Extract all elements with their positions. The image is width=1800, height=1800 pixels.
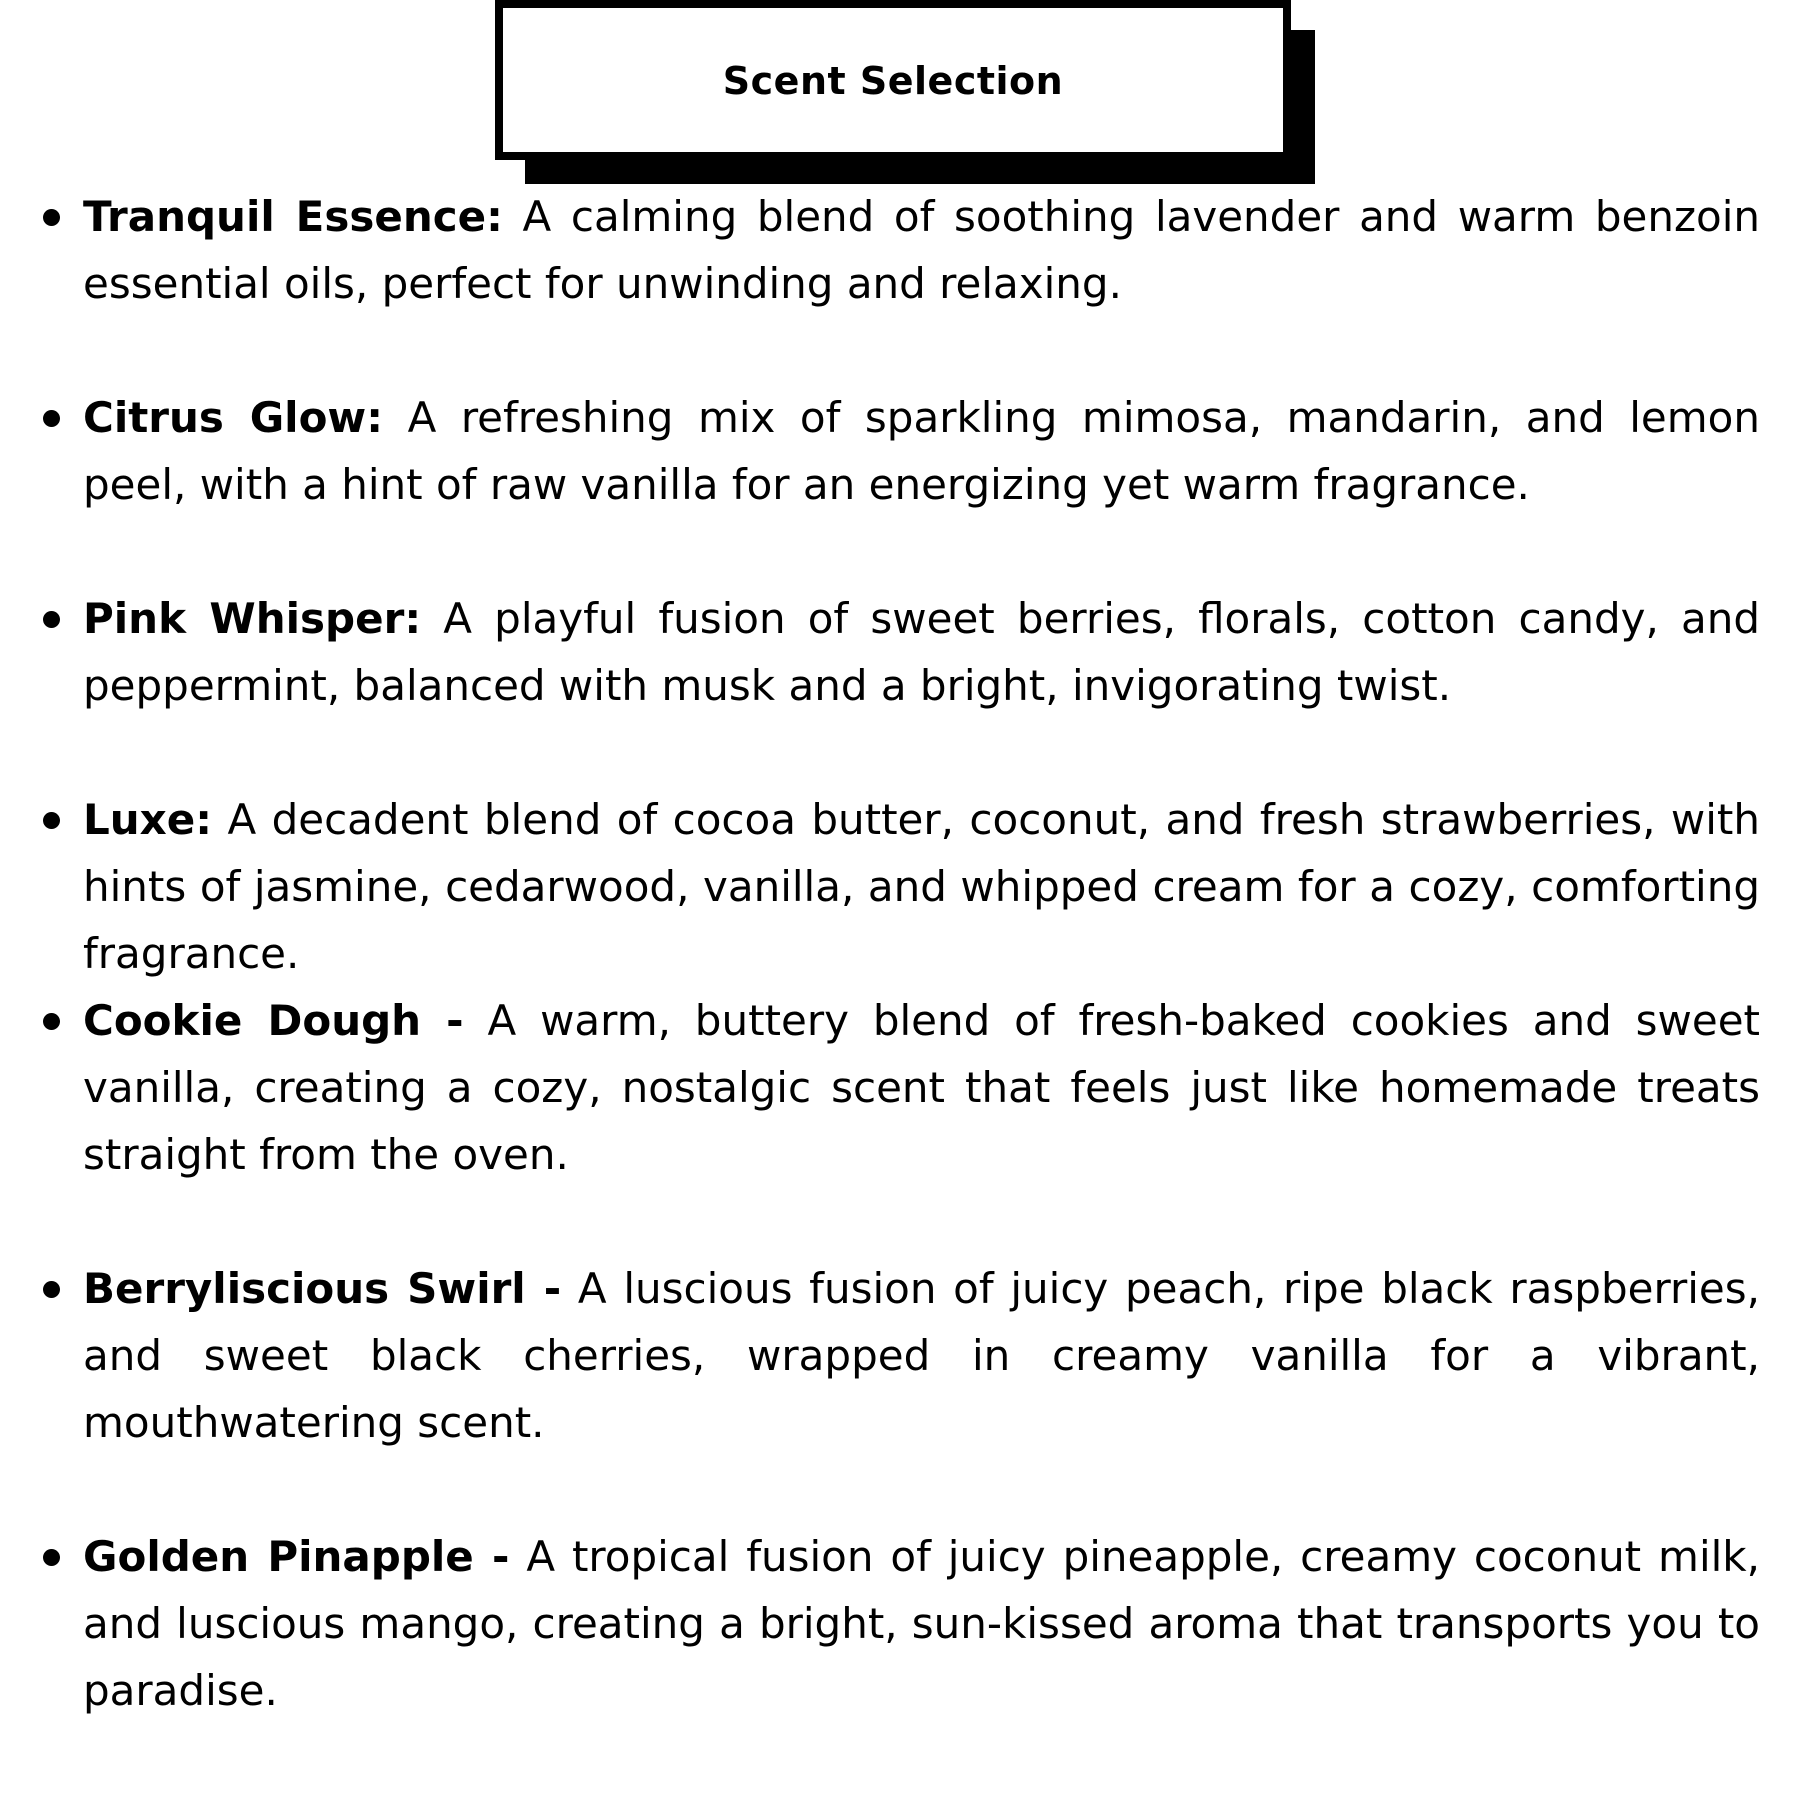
scent-name: Citrus Glow: — [83, 393, 384, 442]
scent-item-berryliscious-swirl — [83, 1255, 1760, 1456]
title-box — [495, 0, 1291, 160]
bullet-icon — [43, 410, 60, 427]
scent-name: Pink Whisper: — [83, 594, 422, 643]
scent-list — [83, 183, 1760, 1791]
scent-name: Luxe: — [83, 795, 213, 844]
page-title: Scent Selection — [722, 59, 1064, 103]
bullet-icon — [43, 209, 60, 226]
scent-description: A calming blend of soothing lavender and warm benzoin essential oils, perfect for unwinding and relaxing. — [83, 192, 1761, 308]
scent-item-cookie-dough — [83, 987, 1760, 1188]
scent-name: Golden Pinapple - — [83, 1532, 510, 1581]
scent-description: A tropical fusion of juicy pineapple, creamy coconut milk, and luscious mango, creating a bright, sun-kissed aroma that transports you to paradise. — [83, 1532, 1760, 1715]
scent-description: A luscious fusion of juicy peach, ripe black raspberries, and sweet black cherries, wrapped in creamy vanilla for a vibrant, mouthwatering scent. — [83, 1264, 1760, 1447]
scent-item-citrus-glow — [83, 384, 1760, 518]
scent-description: A warm, buttery blend of fresh-baked cookies and sweet vanilla, creating a cozy, nostalgic scent that feels just like homemade treats straight from the oven. — [83, 996, 1760, 1179]
scent-item-golden-pinapple — [83, 1523, 1760, 1724]
scent-name: Cookie Dough - — [83, 996, 464, 1045]
bullet-icon — [43, 1013, 60, 1030]
scent-item-pink-whisper — [83, 585, 1760, 719]
scent-name: Tranquil Essence: — [83, 192, 503, 241]
scent-item-luxe — [83, 786, 1760, 987]
bullet-icon — [43, 1281, 60, 1298]
scent-name: Berryliscious Swirl - — [83, 1264, 562, 1313]
scent-item-tranquil-essence — [83, 183, 1760, 317]
bullet-icon — [43, 812, 60, 829]
bullet-icon — [43, 1549, 60, 1566]
scent-description: A decadent blend of cocoa butter, coconut, and fresh strawberries, with hints of jasmine, cedarwood, vanilla, and whipped cream for a cozy, comforting fragrance. — [83, 795, 1760, 978]
scent-description: A playful fusion of sweet berries, florals, cotton candy, and peppermint, balanced with musk and a bright, invigorating twist. — [83, 594, 1760, 710]
bullet-icon — [43, 611, 60, 628]
scent-description: A refreshing mix of sparkling mimosa, mandarin, and lemon peel, with a hint of raw vanilla for an energizing yet warm fragrance. — [83, 393, 1760, 509]
